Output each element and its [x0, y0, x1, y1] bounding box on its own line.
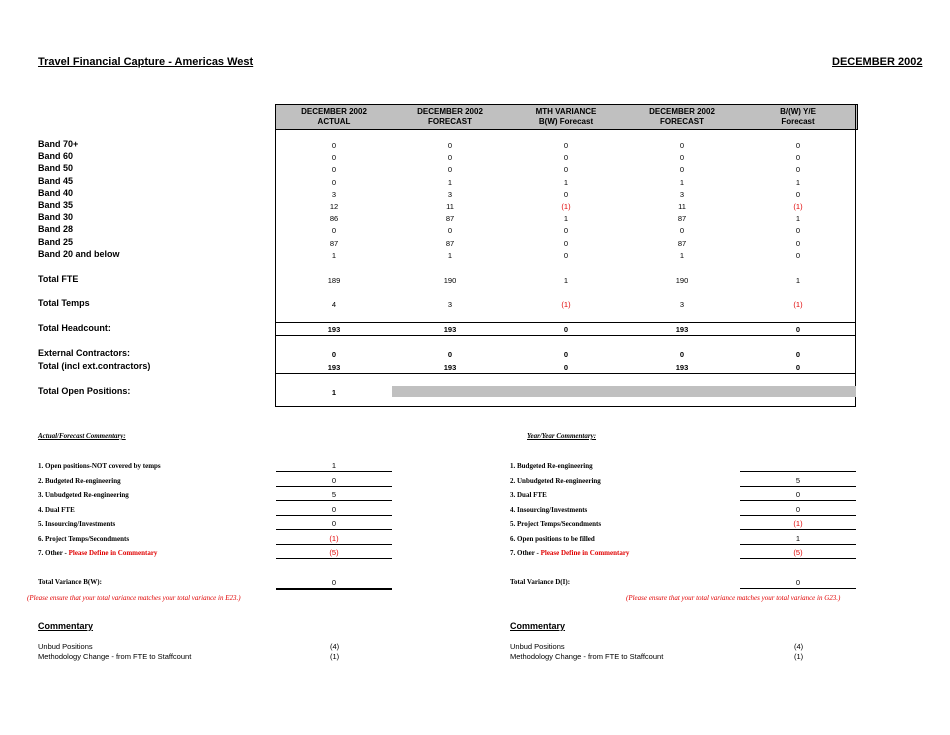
- commentary-text: Unbud Positions: [38, 642, 93, 651]
- table-cell: 0: [331, 141, 337, 150]
- commentary-item-label: 7. Other - Please Define in Commentary: [38, 549, 158, 557]
- commentary-item-value: 0: [795, 504, 801, 514]
- value-underline: [276, 471, 392, 472]
- table-cell: 0: [331, 153, 337, 163]
- table-cell: 193: [443, 325, 457, 334]
- table-cell: 0: [679, 226, 685, 236]
- table-cell: (1): [561, 202, 571, 211]
- divider: [275, 373, 856, 374]
- table-cell: 0: [447, 350, 453, 359]
- commentary-text: Methodology Change - from FTE to Staffcount: [38, 652, 192, 661]
- value-underline: [740, 471, 856, 472]
- value-underline: [740, 544, 856, 545]
- col-header-ye-variance: B/(W) Y/E Forecast: [780, 107, 816, 126]
- table-cell: 3: [447, 300, 453, 309]
- value-underline: [276, 558, 392, 559]
- table-cell: 3: [447, 189, 453, 199]
- variance-note-right: (Please ensure that your total variance matches your total variance in G23.): [626, 594, 841, 602]
- commentary-item-value: (5): [329, 548, 339, 557]
- col-header-mth-variance: MTH VARIANCE B(W) Forecast: [535, 107, 597, 126]
- total-underline: [740, 588, 856, 589]
- table-cell: 0: [331, 350, 337, 359]
- commentary-item-label: 3. Unbudgeted Re-engineering: [38, 491, 129, 499]
- table-cell: 0: [563, 238, 569, 248]
- commentary-item-value: 5: [331, 490, 337, 499]
- table-cell: 0: [563, 325, 569, 334]
- commentary-value: (4): [330, 642, 340, 651]
- table-cell: 190: [675, 276, 689, 285]
- commentary-item-label: 1. Budgeted Re-engineering: [510, 462, 593, 470]
- value-underline: [740, 515, 856, 516]
- table-cell: 87: [677, 238, 687, 248]
- col-header-ye-forecast: DECEMBER 2002 FORECAST: [649, 107, 715, 126]
- band-row-label: Band 70+: [38, 139, 79, 149]
- commentary-item-value: 0: [331, 519, 337, 528]
- table-cell: 0: [795, 165, 801, 175]
- table-cell: 193: [443, 363, 457, 372]
- commentary-heading-left: Commentary: [38, 621, 94, 631]
- total-variance-bw-value: 0: [331, 578, 337, 587]
- table-cell: 0: [563, 226, 569, 236]
- table-cell: (1): [793, 202, 803, 211]
- variance-note-left: (Please ensure that your total variance matches your total variance in E23.): [27, 594, 241, 602]
- commentary-item-label: 5. Insourcing/Investments: [38, 520, 116, 528]
- value-underline: [276, 515, 392, 516]
- value-underline: [740, 486, 856, 487]
- total-variance-di-value: 0: [795, 578, 801, 587]
- table-cell: 0: [795, 189, 801, 199]
- value-underline: [276, 500, 392, 501]
- table-cell: 11: [446, 202, 454, 211]
- table-cell: 0: [447, 153, 453, 163]
- table-cell: 0: [563, 141, 569, 150]
- band-row-label: Band 35: [38, 200, 74, 210]
- commentary-text: Methodology Change - from FTE to Staffcount: [510, 652, 664, 661]
- band-row-label: Band 30: [38, 212, 74, 223]
- total-fte-label: Total FTE: [38, 274, 79, 284]
- table-cell: 1: [563, 276, 569, 285]
- table-cell: 1: [563, 214, 569, 224]
- band-row-label: Band 40: [38, 187, 74, 198]
- table-cell: 0: [563, 250, 569, 260]
- col-header-forecast: DECEMBER 2002 FORECAST: [417, 107, 483, 126]
- table-cell: 0: [331, 177, 337, 187]
- table-cell: 4: [331, 300, 337, 309]
- table-cell: 0: [795, 350, 801, 359]
- table-cell: (1): [793, 300, 803, 309]
- table-cell: 0: [563, 363, 569, 372]
- year-year-commentary-heading: Year/Year Commentary:: [527, 432, 597, 440]
- commentary-item-label: 6. Project Temps/Secondments: [38, 534, 130, 543]
- page-title: Travel Financial Capture - Americas West: [38, 56, 254, 68]
- table-cell: 0: [447, 141, 453, 150]
- table-cell: 1: [795, 276, 801, 285]
- table-cell: 1: [331, 250, 337, 260]
- table-cell: 0: [795, 250, 801, 260]
- commentary-item-value: 0: [331, 504, 337, 514]
- commentary-item-value: 0: [795, 490, 801, 499]
- commentary-value: (1): [330, 652, 340, 661]
- table-cell: 193: [327, 325, 341, 334]
- band-row-label: Band 60: [38, 151, 74, 162]
- table-cell: 1: [795, 214, 801, 224]
- commentary-item-label: 1. Open positions-NOT covered by temps: [38, 462, 161, 470]
- commentary-item-value: 1: [795, 533, 801, 543]
- value-underline: [276, 529, 392, 530]
- commentary-item-label: 6. Open positions to be filled: [510, 534, 595, 543]
- value-underline: [276, 486, 392, 487]
- table-cell: 0: [795, 226, 801, 236]
- divider: [275, 322, 856, 323]
- commentary-item-value: 0: [331, 475, 337, 485]
- table-cell: 193: [327, 363, 341, 372]
- table-cell: 87: [445, 238, 455, 248]
- table-cell: 0: [679, 350, 685, 359]
- table-cell: 0: [563, 350, 569, 359]
- band-row-label: Band 25: [38, 236, 74, 247]
- commentary-item-label: 7. Other - Please Define in Commentary: [510, 549, 630, 557]
- table-cell: 1: [447, 177, 453, 187]
- table-cell: 1: [447, 250, 453, 260]
- band-row-label: Band 20 and below: [38, 248, 120, 259]
- total-open-positions-label: Total Open Positions:: [38, 386, 131, 396]
- total-variance-di-label: Total Variance D(I):: [510, 578, 571, 586]
- table-cell: 0: [563, 165, 569, 175]
- table-cell: 1: [795, 177, 801, 187]
- table-cell: 0: [563, 153, 569, 163]
- table-cell: 0: [679, 141, 685, 150]
- table-cell: 0: [563, 189, 569, 199]
- commentary-value: (1): [794, 652, 804, 661]
- table-cell: 0: [331, 165, 337, 175]
- table-cell: 0: [795, 238, 801, 248]
- total-temps-label: Total Temps: [38, 298, 90, 308]
- table-cell: 0: [447, 165, 453, 175]
- table-cell: 193: [675, 325, 689, 334]
- table-cell: 0: [795, 325, 801, 334]
- commentary-item-value: 5: [795, 475, 801, 485]
- table-cell: 3: [679, 189, 685, 199]
- report-period: DECEMBER 2002: [832, 56, 923, 68]
- commentary-heading-right: Commentary: [510, 621, 566, 631]
- commentary-item-label: 2. Unbudgeted Re-engineering: [510, 476, 601, 485]
- band-row-label: Band 50: [38, 163, 74, 174]
- commentary-item-label: 2. Budgeted Re-engineering: [38, 476, 121, 485]
- value-underline: [740, 500, 856, 501]
- total-underline: [276, 588, 392, 590]
- commentary-item-label: 4. Dual FTE: [38, 505, 75, 514]
- table-cell: 0: [679, 165, 685, 175]
- table-cell: 1: [563, 177, 569, 187]
- table-cell: 87: [445, 214, 455, 224]
- table-cell: 190: [443, 276, 457, 285]
- table-cell: 1: [679, 177, 685, 187]
- table-cell: 0: [331, 226, 337, 236]
- table-cell: 87: [329, 238, 339, 248]
- table-cell: 3: [679, 300, 685, 309]
- value-underline: [740, 558, 856, 559]
- actual-forecast-commentary-heading: Actual/Forecast Commentary:: [38, 432, 126, 440]
- commentary-item-value: (1): [329, 533, 339, 543]
- table-cell: 0: [795, 153, 801, 163]
- table-cell: 3: [331, 189, 337, 199]
- commentary-item-label: 5. Project Temps/Secondments: [510, 520, 602, 528]
- table-cell: 0: [447, 226, 453, 236]
- table-cell: 1: [679, 250, 685, 260]
- table-cell: (1): [561, 300, 571, 309]
- commentary-value: (4): [794, 642, 804, 651]
- divider: [275, 335, 856, 336]
- commentary-item-label: 4. Insourcing/Investments: [510, 505, 588, 514]
- table-cell: 12: [329, 202, 339, 211]
- value-underline: [276, 544, 392, 545]
- commentary-item-value: (5): [793, 548, 803, 557]
- open-positions-shaded-band: [392, 386, 856, 397]
- table-cell: 87: [677, 214, 687, 224]
- external-contractors-label: External Contractors:: [38, 348, 131, 358]
- band-row-label: Band 45: [38, 175, 74, 186]
- table-cell: 0: [795, 141, 801, 150]
- col-header-actual: DECEMBER 2002 ACTUAL: [301, 107, 367, 126]
- total-incl-contractors-label: Total (incl ext.contractors): [38, 361, 151, 371]
- table-cell: 193: [675, 363, 689, 372]
- table-cell: 0: [679, 153, 685, 163]
- total-variance-bw-label: Total Variance B(W):: [38, 578, 102, 586]
- commentary-item-label: 3. Dual FTE: [510, 491, 547, 499]
- commentary-item-value: 1: [331, 461, 337, 470]
- total-open-positions-value: 1: [331, 388, 337, 397]
- table-cell: 11: [678, 202, 686, 211]
- value-underline: [740, 529, 856, 530]
- commentary-text: Unbud Positions: [510, 642, 565, 651]
- commentary-item-value: (1): [793, 519, 803, 528]
- table-cell: 0: [795, 363, 801, 372]
- table-cell: 86: [329, 214, 339, 224]
- total-headcount-label: Total Headcount:: [38, 323, 111, 333]
- band-row-label: Band 28: [38, 224, 74, 235]
- table-cell: 189: [327, 276, 341, 285]
